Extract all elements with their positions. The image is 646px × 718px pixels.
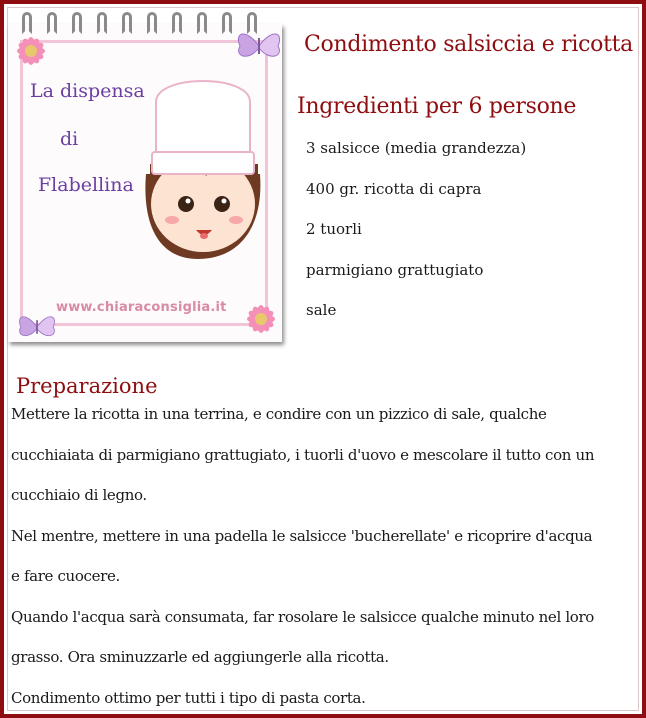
ingredient-item: 3 salsicce (media grandezza) — [306, 139, 527, 157]
ingredient-item: 400 gr. ricotta di capra — [306, 179, 482, 198]
ingredient-item: 2 tuorli — [306, 220, 362, 238]
ingredient-item: sale — [306, 301, 337, 319]
ring-icon — [222, 12, 232, 34]
ring-icon — [97, 12, 107, 34]
ingredients-heading: Ingredienti per 6 persone — [297, 94, 577, 119]
ring-icon — [72, 12, 82, 34]
ring-icon — [172, 12, 182, 34]
logo-card — [8, 24, 282, 342]
butterfly-icon — [12, 310, 62, 344]
ingredient-item: parmigiano grattugiato — [306, 260, 484, 279]
preparation-line: grasso. Ora sminuzzarle ed aggiungerle alla ricotta. — [11, 648, 389, 666]
preparation-line: Mettere la ricotta in una terrina, e condire con un pizzico di sale, qualche — [11, 405, 547, 423]
ring-icon — [122, 12, 132, 34]
preparation-text — [11, 404, 641, 718]
ingredients-list — [306, 138, 526, 341]
recipe-title: Condimento salsiccia e ricotta — [304, 32, 633, 57]
preparation-line: cucchiaio di legno. — [11, 486, 147, 504]
chef-girl-illustration — [138, 54, 268, 264]
flower-icon — [238, 296, 284, 342]
preparation-heading: Preparazione — [16, 374, 158, 398]
card-title-line3: Flabellina — [38, 174, 134, 196]
preparation-line: e fare cuocere. — [11, 567, 120, 585]
preparation-line: Nel mentre, mettere in una padella le salsicce 'bucherellate' e ricoprire d'acqua — [11, 526, 593, 545]
preparation-line: Quando l'acqua sarà consumata, far rosolare le salsicce qualche minuto nel loro — [11, 607, 594, 626]
website-url: www.chiaraconsiglia.it — [56, 300, 227, 315]
preparation-line: cucchiaiata di parmigiano grattugiato, i tuorli d'uovo e mescolare il tutto con un — [11, 445, 595, 464]
ring-icon — [197, 12, 207, 34]
card-title-line2: di — [60, 128, 79, 150]
card-title-line1: La dispensa — [30, 80, 145, 102]
preparation-line: Condimento ottimo per tutti i tipo di pasta corta. — [11, 688, 366, 707]
ring-icon — [147, 12, 157, 34]
flower-icon — [8, 28, 54, 74]
